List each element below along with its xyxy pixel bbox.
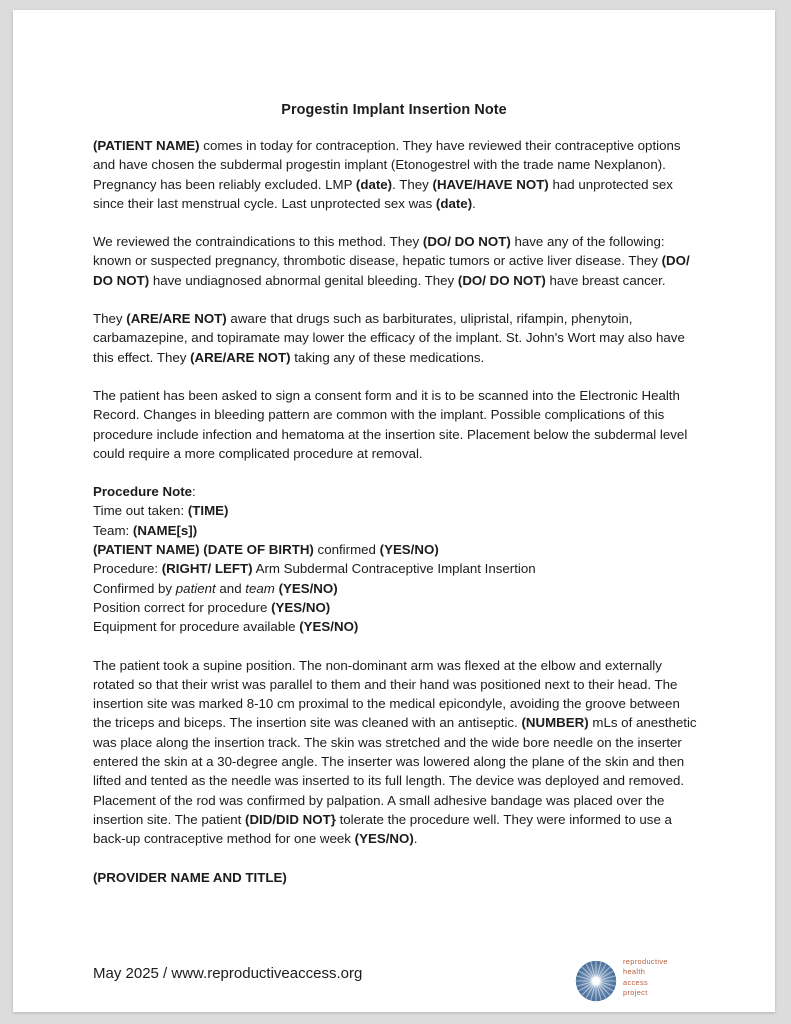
provider-signature-line: (PROVIDER NAME AND TITLE) <box>93 869 287 885</box>
procedure-note-heading: Procedure Note: <box>93 484 196 500</box>
logo-word-access: access <box>623 977 649 987</box>
procedure-line-time-out: Time out taken: (TIME) <box>93 503 229 519</box>
procedure-line-procedure: Procedure: (RIGHT/ LEFT) Arm Subdermal Contraceptive Implant Insertion <box>93 561 536 577</box>
procedure-note-block <box>93 482 699 636</box>
procedure-line-confirmed-by: Confirmed by patient and team (YES/NO) <box>93 580 338 596</box>
logo-word-project: project <box>623 988 648 998</box>
procedure-line-position: Position correct for procedure (YES/NO) <box>93 599 331 615</box>
paragraph-procedure-body: The patient took a supine position. The non-dominant arm was flexed at the elbow and externally rotated so that their wrist was parallel to them and their hand was positioned next to their head. The insertion site was marked 8-10 cm proximal to the medical epicondyle, avoiding the groove between the triceps and biceps. The insertion site was cleaned with an antiseptic. (NUMBER) mLs of anesthetic was place along the insertion track. The skin was stretched and the wide bore needle on the inserter entered the skin at a 30-degree angle. The inserter was lowered along the plane of the skin and then lifted and tented as the needle was inserted to its full length. The device was deployed and removed. Placement of the rod was confirmed by palpation. A small adhesive bandage was placed over the insertion site. The patient (DID/DID NOT} tolerate the procedure well. They were informed to use a back-up contraceptive method for one week (YES/NO). <box>93 657 697 847</box>
logo-word-reproductive: reproductive <box>623 957 668 966</box>
document-page <box>13 10 775 1012</box>
document-body <box>93 136 699 887</box>
procedure-line-team: Team: (NAME[s]) <box>93 522 198 538</box>
procedure-line-patient-identity: (PATIENT NAME) (DATE OF BIRTH) confirmed (YES/NO) <box>93 542 439 558</box>
paragraph-intro: (PATIENT NAME) comes in today for contraception. They have reviewed their contraceptive options and have chosen the subdermal progestin implant (Etonogestrel with the trade name Nexplanon). Pregnancy has been reliably excluded. LMP (date). They (HAVE/HAVE NOT) had unprotected sex since their last menstrual cycle. Last unprotected sex was (date). <box>93 138 681 211</box>
paragraph-consent: The patient has been asked to sign a consent form and it is to be scanned into the Electronic Health Record. Changes in bleeding pattern are common with the implant. Possible complications of this procedure include infection and hematoma at the insertion site. Placement below the subdermal level could require a more complicated procedure at removal. <box>93 387 688 461</box>
page-footer <box>93 957 699 1012</box>
organization-logo <box>575 957 695 1009</box>
paragraph-contraindications: We reviewed the contraindications to this method. They (DO/ DO NOT) have any of the following: known or suspected pregnancy, thrombotic disease, hepatic tumors or active liver disease. They (DO/ DO NOT) have undiagnosed abnormal genital bleeding. They (DO/ DO NOT) have breast cancer. <box>93 234 690 288</box>
page-title: Progestin Implant Insertion Note <box>281 102 507 118</box>
paragraph-drug-interactions: They (ARE/ARE NOT) aware that drugs such as barbiturates, ulipristal, rifampin, phenytoin, carbamazepine, and topiramate may lower the efficacy of the implant. St. John's Wort may also have this effect. They (ARE/ARE NOT) taking any of these medications. <box>93 311 685 365</box>
logo-word-health: health <box>623 967 646 977</box>
footer-date-and-url: May 2025 / www.reproductiveaccess.org <box>93 965 363 982</box>
logo-wordmark <box>623 957 668 999</box>
sunburst-icon <box>575 960 617 1002</box>
procedure-line-equipment: Equipment for procedure available (YES/NO) <box>93 619 359 635</box>
